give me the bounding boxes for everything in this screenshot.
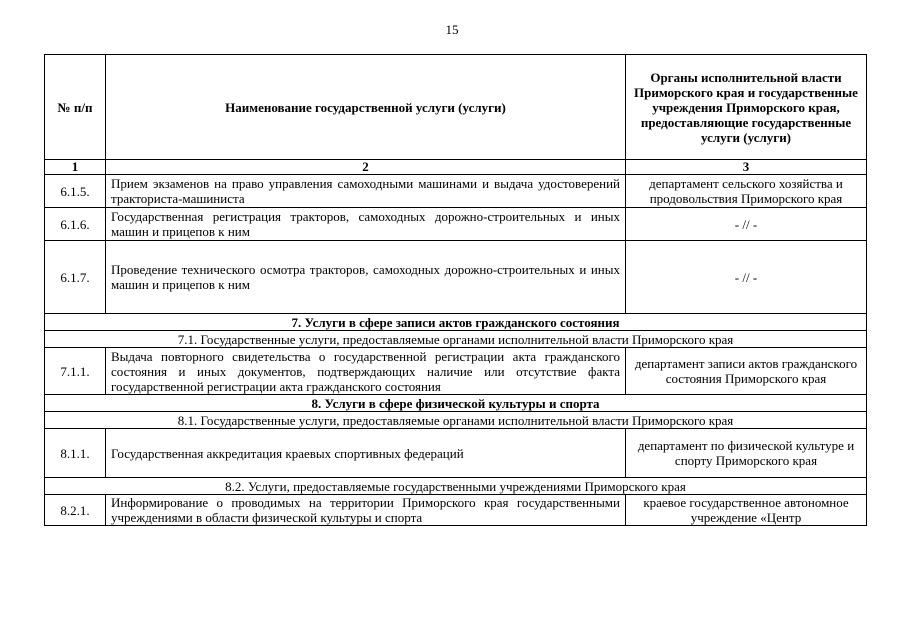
table-row <box>45 208 867 241</box>
service-authority: департамент по физической культуре и спорту Приморского края <box>626 429 867 478</box>
row-number: 6.1.5. <box>45 175 106 208</box>
services-table <box>44 54 867 526</box>
header-authorities: Органы исполнительной власти Приморского края и государственные учреждения Приморского края, предоставляющие государственные услуги (услуги) <box>626 55 867 160</box>
subsection-heading: 8.2. Услуги, предоставляемые государственными учреждениями Приморского края <box>45 478 867 495</box>
table-row <box>45 175 867 208</box>
table-row <box>45 241 867 314</box>
subsection-heading-row <box>45 412 867 429</box>
service-authority: - // - <box>626 208 867 241</box>
table-row <box>45 429 867 478</box>
service-name: Выдача повторного свидетельства о государственной регистрации акта гражданского состояния и иных документов, подтверждающих наличие или отсутствие факта государственной регистрации акта гражданского состояния <box>106 348 626 395</box>
subsection-heading: 7.1. Государственные услуги, предоставляемые органами исполнительной власти Приморского края <box>45 331 867 348</box>
service-name: Государственная аккредитация краевых спортивных федераций <box>106 429 626 478</box>
subsection-heading-row <box>45 331 867 348</box>
section-heading-row <box>45 395 867 412</box>
header-number: № п/п <box>45 55 106 160</box>
column-number: 1 <box>45 160 106 175</box>
table-header-row <box>45 55 867 160</box>
page-number: 15 <box>445 22 459 37</box>
service-name: Проведение технического осмотра тракторов, самоходных дорожно-строительных и иных машин и прицепов к ним <box>106 241 626 314</box>
column-number: 2 <box>106 160 626 175</box>
column-number: 3 <box>626 160 867 175</box>
section-heading: 7. Услуги в сфере записи актов гражданского состояния <box>45 314 867 331</box>
service-name: Информирование о проводимых на территории Приморского края государственными учреждениями в области физической культуры и спорта <box>106 495 626 526</box>
table-row <box>45 348 867 395</box>
row-number: 7.1.1. <box>45 348 106 395</box>
header-service-name: Наименование государственной услуги (услуги) <box>106 55 626 160</box>
column-numbers-row <box>45 160 867 175</box>
service-name: Государственная регистрация тракторов, самоходных дорожно-строительных и иных машин и прицепов к ним <box>106 208 626 241</box>
row-number: 6.1.6. <box>45 208 106 241</box>
service-name: Прием экзаменов на право управления самоходными машинами и выдача удостоверений тракториста-машиниста <box>106 175 626 208</box>
service-authority: краевое государственное автономное учреждение «Центр <box>626 495 867 526</box>
subsection-heading: 8.1. Государственные услуги, предоставляемые органами исполнительной власти Приморского края <box>45 412 867 429</box>
service-authority: - // - <box>626 241 867 314</box>
row-number: 6.1.7. <box>45 241 106 314</box>
section-heading-row <box>45 314 867 331</box>
service-authority: департамент записи актов гражданского состояния Приморского края <box>626 348 867 395</box>
row-number: 8.2.1. <box>45 495 106 526</box>
subsection-heading-row <box>45 478 867 495</box>
service-authority: департамент сельского хозяйства и продовольствия Приморского края <box>626 175 867 208</box>
row-number: 8.1.1. <box>45 429 106 478</box>
table-row <box>45 495 867 526</box>
section-heading: 8. Услуги в сфере физической культуры и спорта <box>45 395 867 412</box>
